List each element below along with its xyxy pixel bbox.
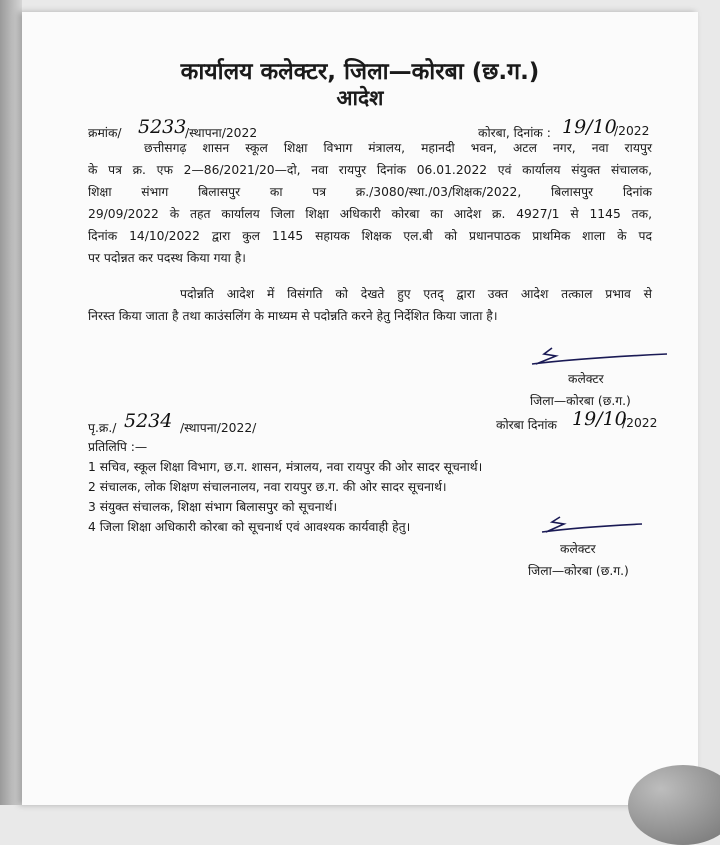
order-number-label: क्रमांक/ [88,126,122,140]
copy-number-suffix: /स्थापना/2022/ [180,421,257,435]
copy-date-year: /2022 [622,416,658,430]
copy-number-handwritten: 5234 [124,410,173,432]
signatory-title-1: कलेक्टर [568,372,604,386]
copy-recipient-3: 3 संयुक्त संचालक, शिक्षा संभाग बिलासपुर को सूचनार्थ। [88,500,338,514]
copy-date-handwritten: 19/10 [572,408,627,430]
copy-to-heading: प्रतिलिपि :— [88,440,148,454]
order-page [22,12,698,805]
paragraph-1-line-3: शिक्षा संभाग बिलासपुर का पत्र क्र./3080/स्था./03/शिक्षक/2022, बिलासपुर दिनांक [88,185,652,199]
collector-signature-2 [530,512,650,540]
copy-number-label: पृ.क्र./ [88,421,117,435]
copy-recipient-4: 4 जिला शिक्षा अधिकारी कोरबा को सूचनार्थ एवं आवश्यक कार्यवाही हेतु। [88,520,411,534]
office-heading: कार्यालय कलेक्टर, जिला—कोरबा (छ.ग.) [180,59,540,85]
paragraph-1-line-5: दिनांक 14/10/2022 द्वारा कुल 1145 सहायक शिक्षक एल.बी को प्रधानपाठक प्राथमिक शाला के पद [88,229,652,243]
order-number-suffix: /स्थापना/2022 [185,126,258,140]
order-date-handwritten: 19/10 [562,116,617,138]
copy-recipient-1: 1 सचिव, स्कूल शिक्षा विभाग, छ.ग. शासन, मंत्रालय, नवा रायपुर की ओर सादर सूचनार्थ। [88,460,483,474]
order-date-year: /2022 [614,124,650,138]
signatory-office-2: जिला—कोरबा (छ.ग.) [528,564,629,578]
order-date-label: कोरबा, दिनांक : [478,126,551,140]
scan-shadow [0,0,22,805]
order-title: आदेश [336,86,384,110]
paragraph-2-line-2: निरस्त किया जाता है तथा काउंसलिंग के माध्यम से पदोन्नति करने हेतु निर्देशित किया जाता है। [88,309,498,323]
collector-signature-1 [522,342,672,372]
paragraph-1-line-1: छत्तीसगढ़ शासन स्कूल शिक्षा विभाग मंत्रालय, महानदी भवन, अटल नगर, नवा रायपुर [144,141,652,155]
page-curl [628,765,720,845]
paragraph-1-line-2: के पत्र क्र. एफ 2—86/2021/20—दो, नवा रायपुर दिनांक 06.01.2022 एवं कार्यालय संयुक्त संचालक, [88,163,652,177]
paragraph-1-line-4: 29/09/2022 के तहत कार्यालय जिला शिक्षा अधिकारी कोरबा का आदेश क्र. 4927/1 से 1145 तक, [88,207,652,221]
signatory-office-1: जिला—कोरबा (छ.ग.) [530,394,631,408]
order-number-handwritten: 5233 [138,116,187,138]
paragraph-1-line-6: पर पदोन्नत कर पदस्थ किया गया है। [88,251,246,265]
copy-date-label: कोरबा दिनांक [496,418,557,432]
copy-recipient-2: 2 संचालक, लोक शिक्षण संचालनालय, नवा रायपुर छ.ग. की ओर सादर सूचनार्थ। [88,480,447,494]
signatory-title-2: कलेक्टर [560,542,596,556]
paragraph-2-line-1: पदोन्नति आदेश में विसंगति को देखते हुए एतद् द्वारा उक्त आदेश तत्काल प्रभाव से [180,287,652,301]
